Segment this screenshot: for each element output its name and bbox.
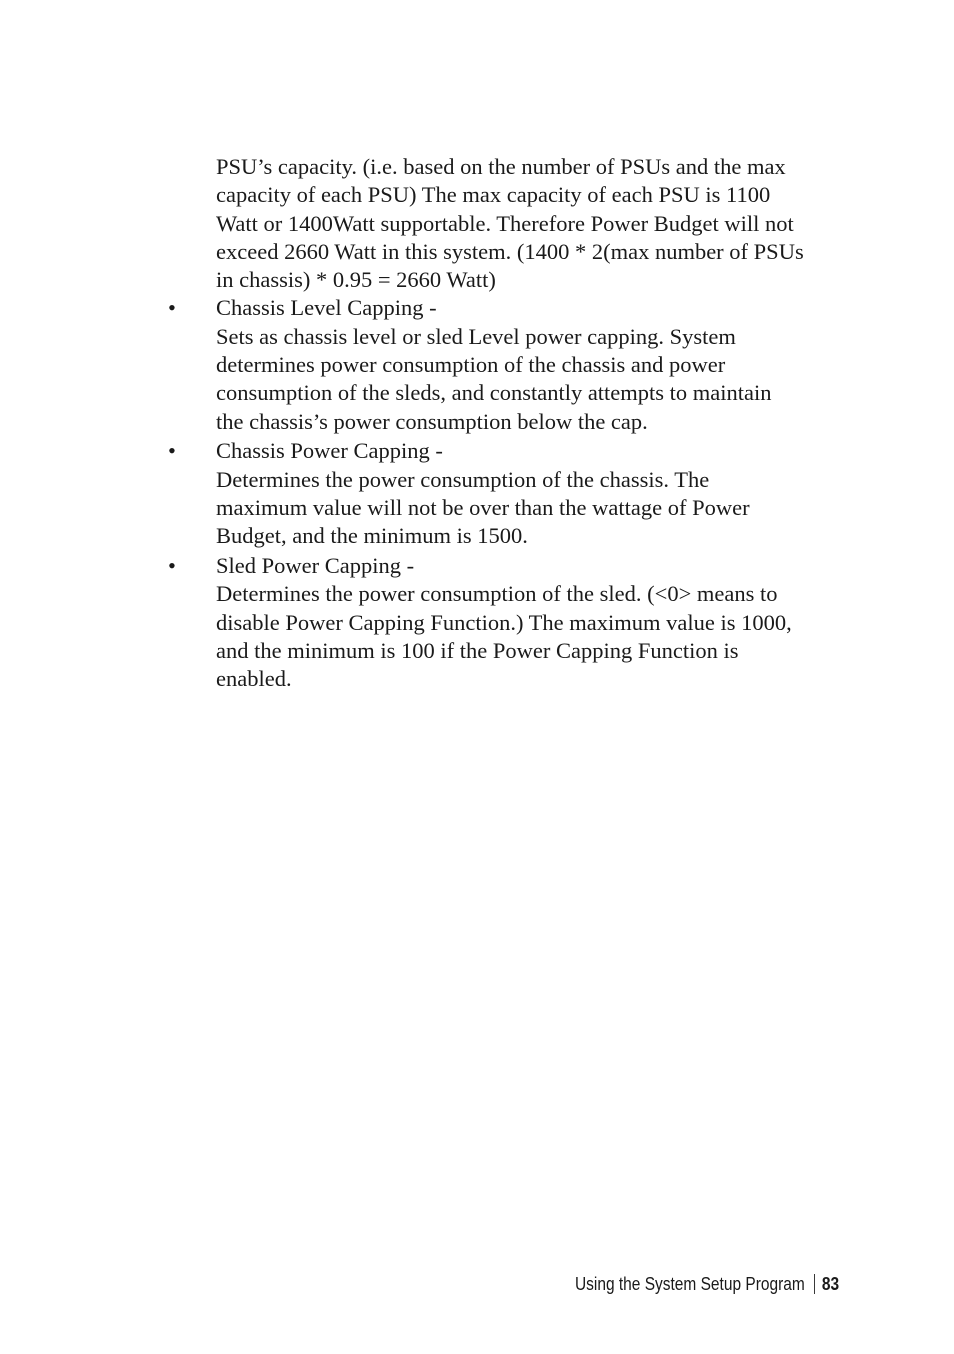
intro-paragraph: PSU’s capacity. (i.e. based on the number of PSUs and the max capacity of each PSU) The max capacity of each PSU is 1100 Watt or 1400Watt supportable. Therefore Power Budget will not exceed 2660 Watt in this system. (1400 * 2(max number of PSUs in chassis) * 0.95 = 2660 Watt) [216, 154, 804, 293]
list-item [168, 552, 841, 693]
bullet-icon: • [168, 553, 176, 579]
page-footer [575, 1271, 839, 1297]
bullet-icon: • [168, 295, 176, 321]
list-item-description: Sets as chassis level or sled Level power capping. System determines power consumption of the chassis and power consumption of the sleds, and constantly attempts to maintain the chassis’s power consumption below the cap. [216, 323, 772, 434]
list-item [168, 437, 841, 550]
list-item-title: Chassis Level Capping - [216, 295, 437, 321]
list-item [168, 294, 841, 435]
document-body [168, 153, 841, 695]
list-item-description: Determines the power consumption of the sled. (<0> means to disable Power Capping Function.) The maximum value is 1000, and the minimum is 100 if the Power Capping Function is enabled. [216, 581, 792, 692]
list-item-description: Determines the power consumption of the chassis. The maximum value will not be over than the wattage of Power Budget, and the minimum is 1500. [216, 466, 750, 549]
footer-divider [814, 1274, 815, 1294]
list-item-title: Chassis Power Capping - [216, 438, 443, 464]
bullet-icon: • [168, 438, 176, 464]
bullet-list [168, 294, 841, 693]
page-number: 83 [821, 1274, 839, 1294]
footer-section-title: Using the System Setup Program [574, 1274, 805, 1294]
list-item-title: Sled Power Capping - [216, 553, 415, 579]
